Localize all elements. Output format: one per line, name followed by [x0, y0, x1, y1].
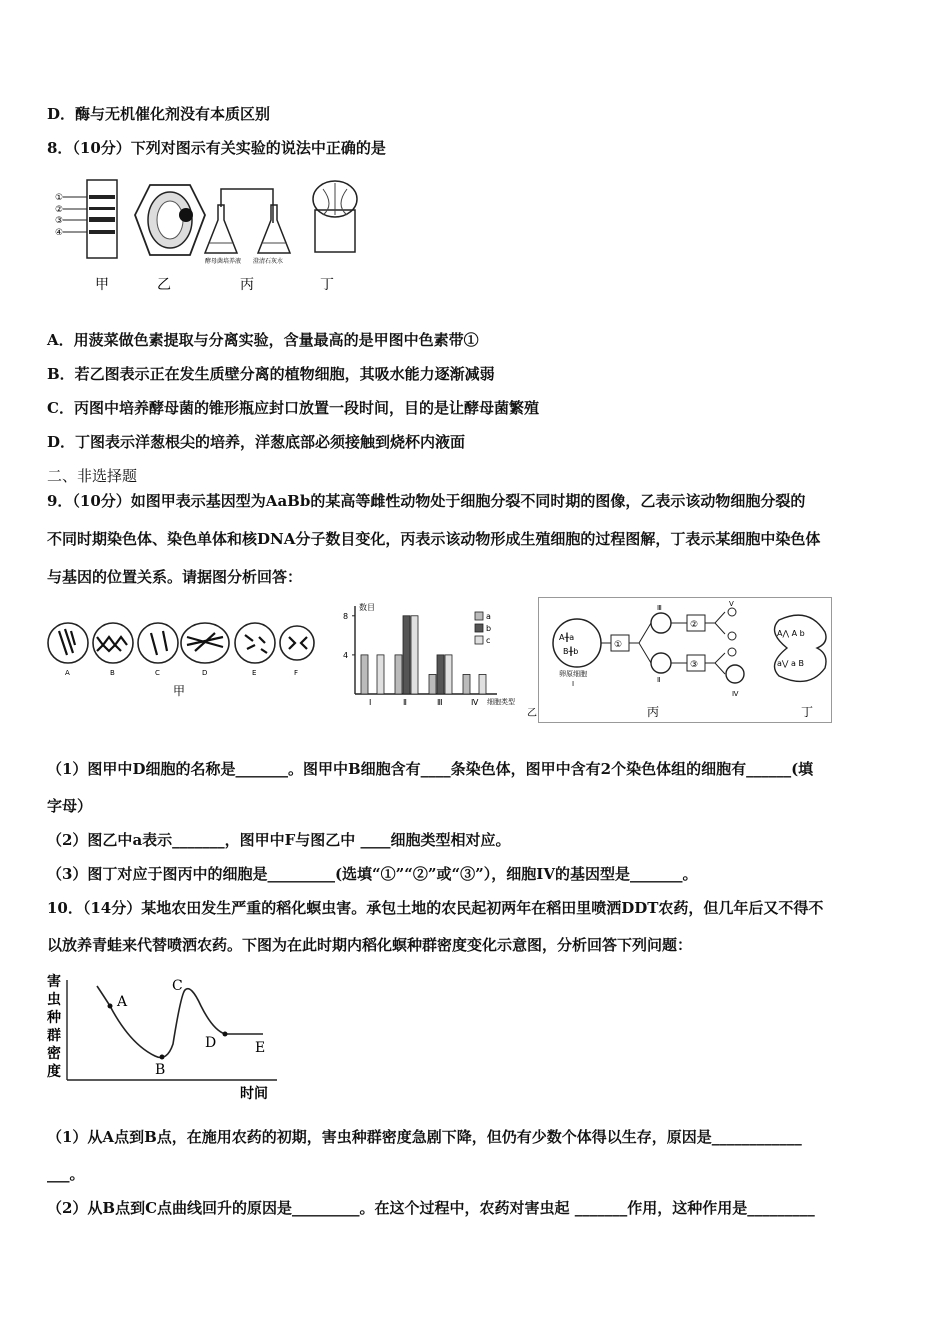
q9-fig-yi: [335, 598, 535, 720]
q9-stem-line-1: 9．（10分）如图甲表示基因型为AaBb的某高等雌性动物处于细胞分裂不同时期的图像，乙表示该动物细胞分裂的: [47, 492, 806, 510]
q9-fig-bing: [538, 597, 832, 723]
fig-label-jia: 甲: [95, 277, 109, 293]
q10-sub1-line-2: ___。: [47, 1165, 85, 1183]
q10-xlabel: 时间: [240, 1086, 268, 1102]
jia-cell-a: A: [65, 669, 70, 677]
yi-ylabel: 数目: [359, 603, 375, 612]
q10-sub2: （2）从B点到C点曲线回升的原因是_________。在这个过程中，农药对害虫起 _______作用，这种作用是_________: [47, 1199, 815, 1217]
q9-sub1-line-1: （1）图甲中D细胞的名称是_______。图甲中B细胞含有____条染色体，图甲中含有2个染色体组的细胞有______(填: [47, 760, 814, 778]
jia-cell-e: E: [252, 669, 257, 677]
q8-figure-svg: [55, 175, 375, 300]
jia-cell-d: D: [202, 669, 208, 677]
bing-roman-2: Ⅱ: [657, 676, 661, 684]
q10-stem-line-1: 10．（14分）某地农田发生严重的稻化螟虫害。承包土地的农民起初两年在稻田里喷洒DDT农药，但几年后又不得不: [47, 899, 824, 917]
svg-text:A╫a: A╫a: [559, 633, 575, 642]
yi-bar-c: [445, 655, 452, 694]
q8-figure: [55, 175, 375, 300]
band-mark-3: ③: [55, 216, 64, 226]
yi-category-label: Ⅲ: [437, 698, 443, 707]
yi-legend-label: a: [486, 612, 491, 621]
yi-bar-c: [479, 674, 486, 694]
q9-sub1-line-2: 字母）: [47, 797, 93, 815]
band-mark-2: ②: [55, 205, 64, 215]
yi-bar-a: [395, 655, 402, 694]
yi-xlabel: 细胞类型: [487, 698, 515, 706]
bing-circle-3: ③: [690, 660, 699, 670]
q8-option-b: B．若乙图表示正在发生质壁分离的植物细胞，其吸水能力逐渐减弱: [47, 365, 495, 383]
q9-fig-jia-svg: [45, 615, 315, 700]
bing-circle-2: ②: [690, 620, 699, 630]
q9-stem-line-2: 不同时期染色体、染色单体和核DNA分子数目变化，丙表示该动物形成生殖细胞的过程图解，丁表示某细胞中染色体: [47, 530, 821, 548]
q9-fig-jia: [45, 615, 315, 700]
ding-label: 丁: [801, 705, 814, 719]
yi-bar-c: [377, 655, 384, 694]
yi-bar-b: [437, 655, 444, 694]
yi-legend-label: b: [486, 624, 492, 633]
point-e: E: [255, 1040, 266, 1056]
section-heading: 二、非选择题: [47, 467, 138, 485]
fig-ding-onion: [313, 181, 357, 252]
jia-cell-b: B: [110, 669, 115, 677]
fig-jia-strip: [55, 180, 117, 258]
flask-label-limewater: 澄清石灰水: [253, 258, 284, 265]
band-mark-4: ④: [55, 228, 64, 238]
yi-bar-a: [463, 674, 470, 694]
yi-bar-chart: [335, 598, 535, 720]
yi-ytick-label: 8: [343, 611, 349, 621]
jia-label: 甲: [173, 684, 186, 698]
q10-stem-line-2: 以放养青蛙来代替喷洒农药。下图为在此时期内稻化螟种群密度变化示意图，分析回答下列问题：: [47, 936, 693, 954]
svg-text:A⋀ A b: A⋀ A b: [777, 629, 805, 638]
bing-roman-4: Ⅳ: [732, 690, 739, 698]
yi-bar-a: [429, 674, 436, 694]
yi-bar-c: [411, 616, 418, 694]
point-d: D: [205, 1035, 217, 1051]
q10-sub1-line-1: （1）从A点到B点，在施用农药的初期，害虫种群密度急剧下降，但仍有少数个体得以生存，原因是____________: [47, 1128, 802, 1146]
fig-label-yi: 乙: [157, 277, 171, 293]
bing-roman-5: Ⅴ: [729, 600, 734, 608]
q9-sub2: （2）图乙中a表示_______，图甲中F与图乙中 ____细胞类型相对应。: [47, 831, 511, 849]
yi-ytick-label: 4: [343, 650, 349, 660]
q9-sub3: （3）图丁对应于图丙中的细胞是_________(选填“①”“②”或“③”），细胞IV的基因型是_______。: [47, 865, 698, 883]
yi-label: 乙: [527, 708, 537, 719]
point-c: C: [172, 978, 183, 994]
bing-label: 丙: [647, 705, 660, 719]
bing-oogonium: 卵原细胞: [559, 670, 587, 678]
q8-option-c: C．丙图中培养酵母菌的锥形瓶应封口放置一段时间，目的是让酵母菌繁殖: [47, 399, 539, 417]
svg-text:B╫b: B╫b: [563, 647, 579, 656]
band-mark-1: ①: [55, 193, 64, 203]
q7-option-d: D．酶与无机催化剂没有本质区别: [47, 105, 271, 123]
bing-circle-1: ①: [614, 640, 623, 650]
jia-cell-f: F: [294, 669, 299, 677]
yi-bar-a: [361, 655, 368, 694]
q8-option-a: A．用菠菜做色素提取与分离实验，含量最高的是甲图中色素带①: [47, 331, 479, 349]
q10-graph: [45, 972, 285, 1104]
bing-roman-3: Ⅲ: [657, 604, 662, 612]
yi-category-label: Ⅳ: [471, 698, 479, 707]
point-b: B: [155, 1062, 166, 1078]
q8-option-d: D．丁图表示洋葱根尖的培养，洋葱底部必须接触到烧杯内液面: [47, 433, 466, 451]
fig-label-bing: 丙: [240, 277, 254, 293]
q10-graph-svg: [45, 972, 285, 1104]
yi-category-label: Ⅱ: [403, 698, 407, 707]
yi-category-label: Ⅰ: [369, 698, 372, 707]
point-a: A: [117, 994, 128, 1010]
q9-fig-bing-svg: [539, 598, 831, 722]
yi-legend-swatch: [475, 612, 483, 620]
fig-bing-flasks: [205, 189, 290, 265]
fig-label-ding: 丁: [320, 277, 334, 293]
q8-stem: 8．（10分）下列对图示有关实验的说法中正确的是: [47, 139, 386, 157]
yi-legend-swatch: [475, 624, 483, 632]
yi-bar-b: [403, 616, 410, 694]
yi-legend-swatch: [475, 636, 483, 644]
q10-ylabel: 害虫种群密度: [47, 974, 61, 1080]
yi-legend-label: c: [486, 636, 491, 645]
flask-label-yeast: 酵母菌培养液: [205, 258, 242, 265]
fig-yi-cell: [135, 185, 205, 255]
svg-text:a⋁ a B: a⋁ a B: [777, 659, 804, 668]
jia-cell-c: C: [155, 669, 160, 677]
bing-roman-1: Ⅰ: [572, 680, 575, 688]
q9-stem-line-3: 与基因的位置关系。请据图分析回答：: [47, 568, 303, 586]
